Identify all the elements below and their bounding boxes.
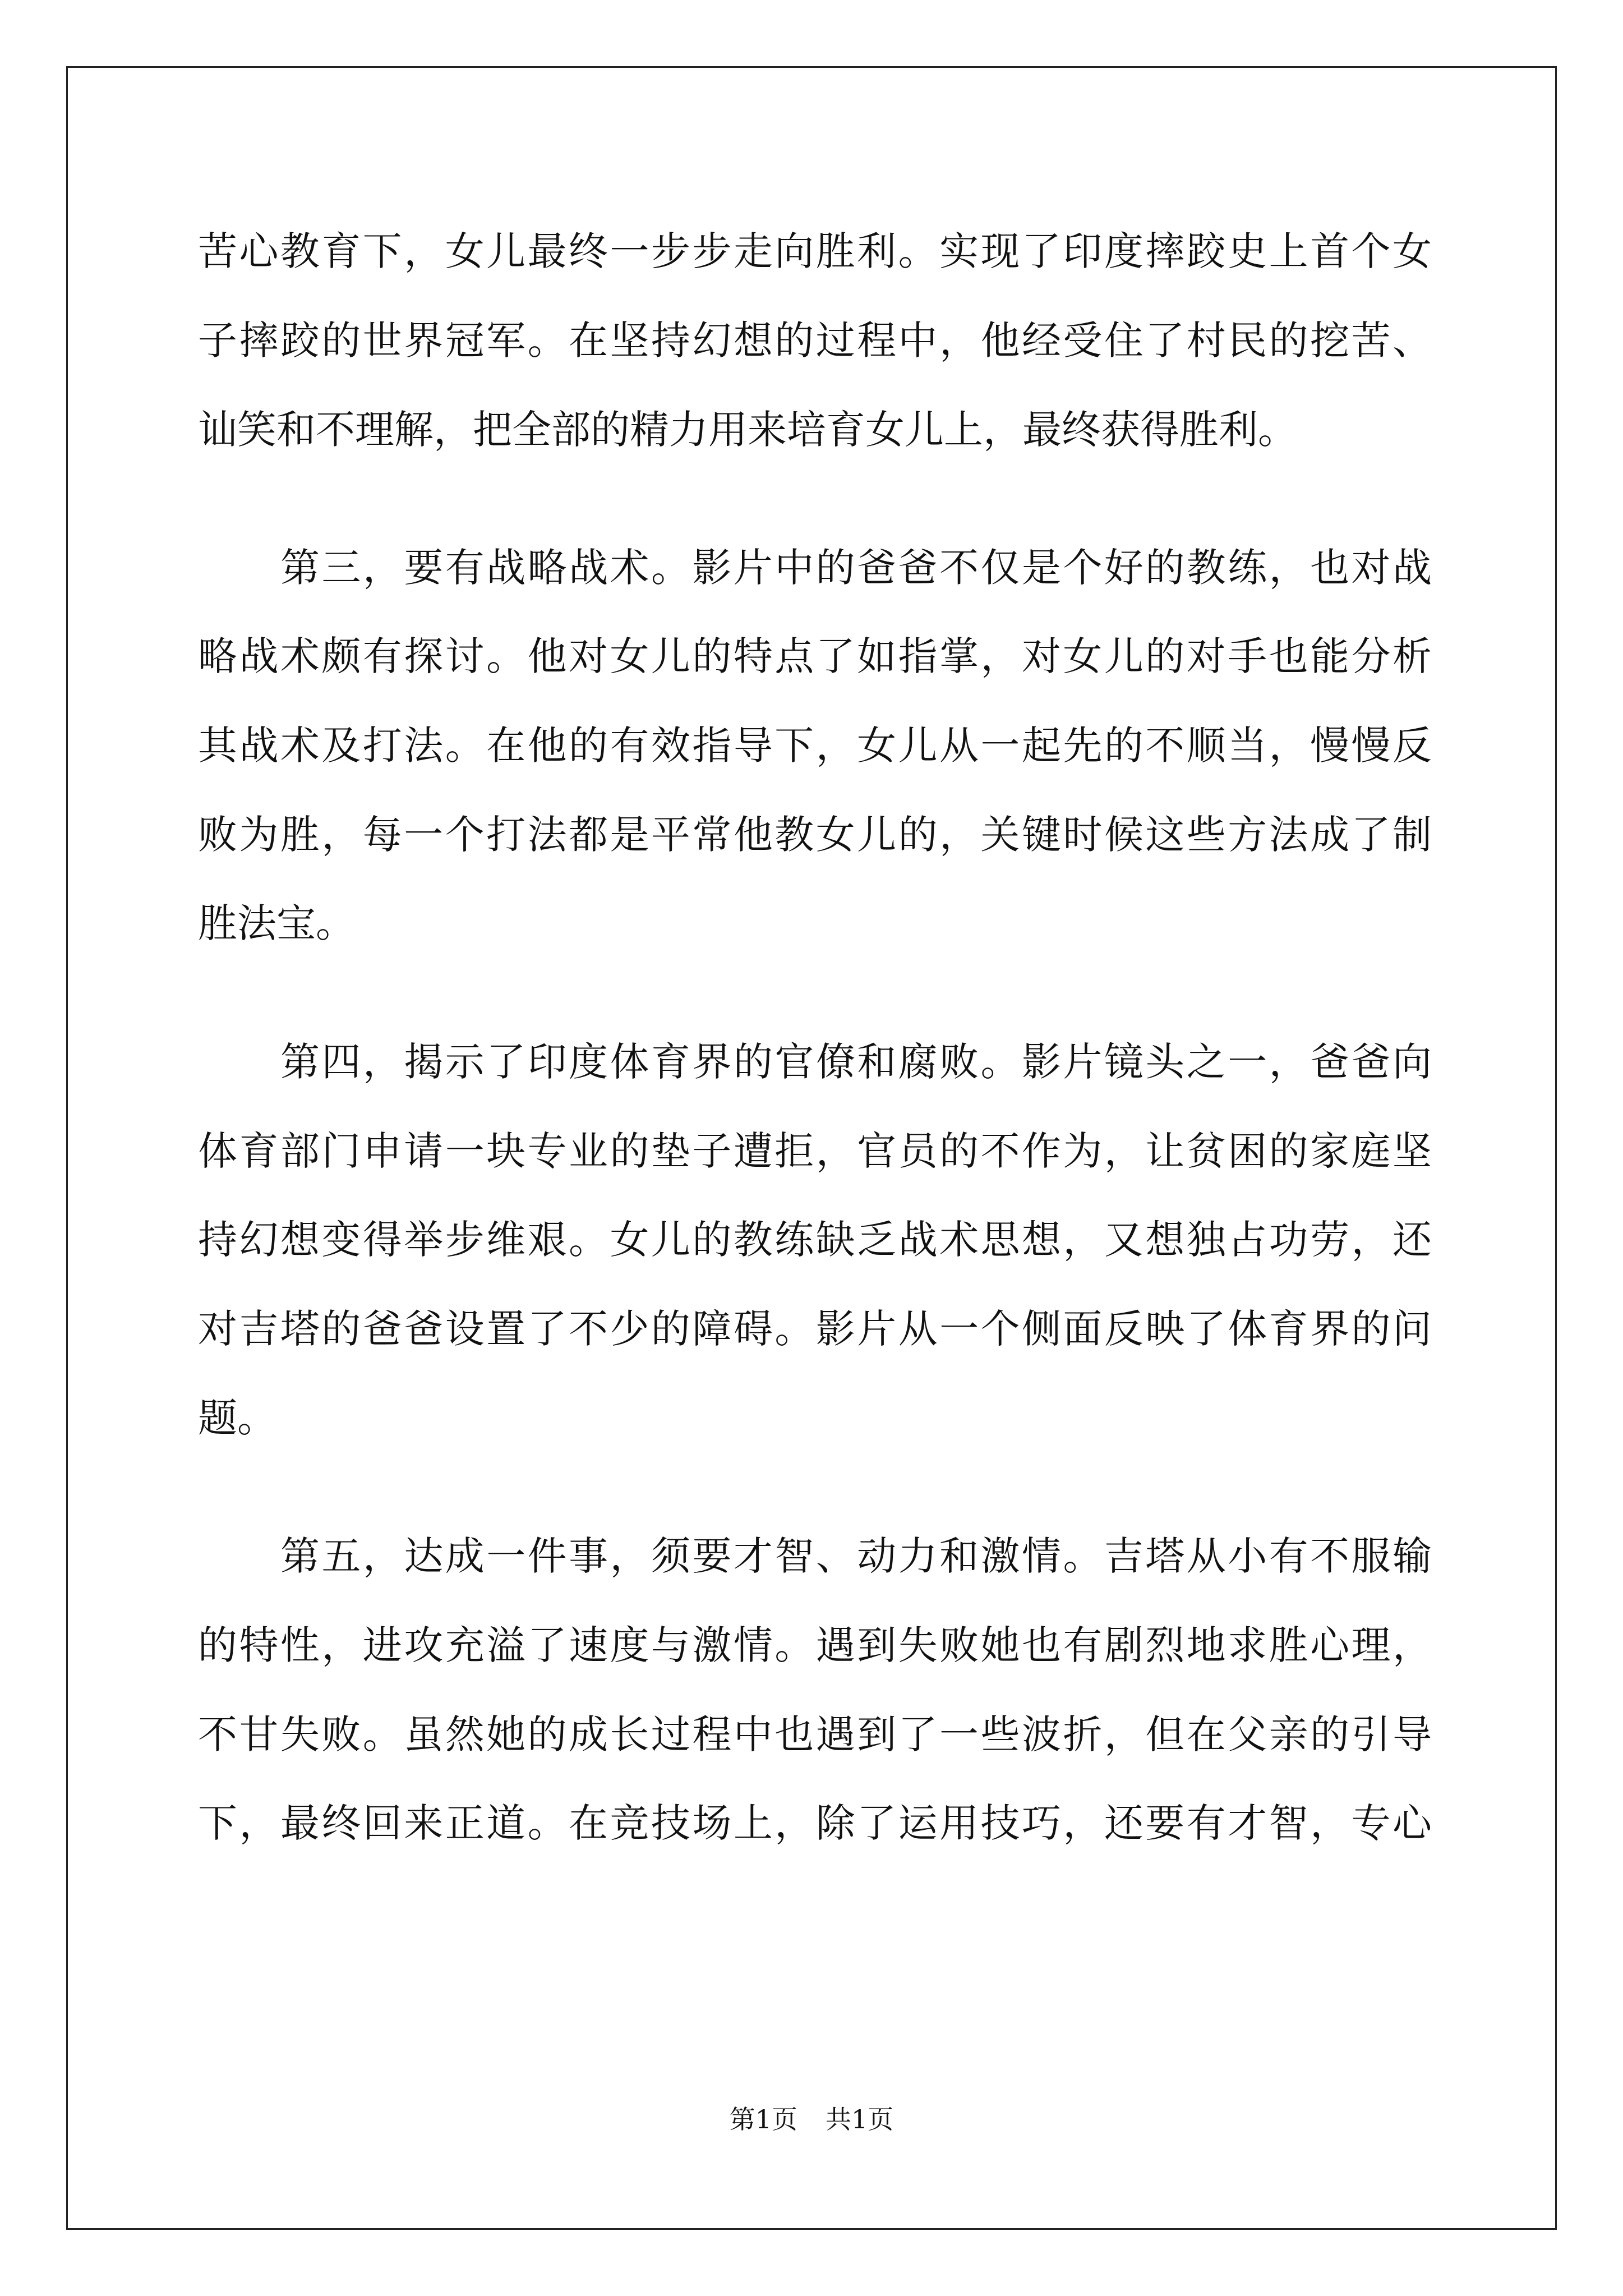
page-number: 第1页 bbox=[729, 2104, 797, 2134]
text-line-11: 持幻想变得举步维艰。女儿的教练缺乏战术思想，又想独占功劳，还 bbox=[198, 1217, 1432, 1263]
text-line-17: 下，最终回来正道。在竞技场上，除了运用技巧，还要有才智，专心 bbox=[198, 1800, 1432, 1846]
text-line-2: 子摔跤的世界冠军。在坚持幻想的过程中，他经受住了村民的挖苦、 bbox=[198, 318, 1432, 364]
paragraph-3-line-1: 第三，要有战略战术。影片中的爸爸不仅是个好的教练，也对战 bbox=[280, 545, 1432, 591]
text-line-3: 讪笑和不理解，把全部的精力用来培育女儿上，最终获得胜利。 bbox=[198, 407, 1297, 453]
text-line-7: 败为胜，每一个打法都是平常他教女儿的，关键时候这些方法成了制 bbox=[198, 812, 1432, 858]
text-line-16: 不甘失败。虽然她的成长过程中也遇到了一些波折，但在父亲的引导 bbox=[198, 1711, 1432, 1757]
paragraph-5-line-1: 第五，达成一件事，须要才智、动力和激情。吉塔从小有不服输 bbox=[280, 1533, 1432, 1579]
text-line-8: 胜法宝。 bbox=[198, 900, 355, 946]
page-count: 共1页 bbox=[826, 2104, 894, 2134]
text-line-6: 其战术及打法。在他的有效指导下，女儿从一起先的不顺当，慢慢反 bbox=[198, 723, 1432, 769]
paragraph-4-line-1: 第四，揭示了印度体育界的官僚和腐败。影片镜头之一，爸爸向 bbox=[280, 1039, 1432, 1085]
text-line-13: 题。 bbox=[198, 1395, 276, 1441]
page-footer bbox=[0, 2099, 1623, 2136]
text-line-1: 苦心教育下，女儿最终一步步走向胜利。实现了印度摔跤史上首个女 bbox=[198, 228, 1432, 274]
text-line-5: 略战术颇有探讨。他对女儿的特点了如指掌，对女儿的对手也能分析 bbox=[198, 633, 1432, 679]
text-line-15: 的特性，进攻充溢了速度与激情。遇到失败她也有剧烈地求胜心理， bbox=[198, 1622, 1432, 1668]
text-line-10: 体育部门申请一块专业的垫子遭拒，官员的不作为，让贫困的家庭坚 bbox=[198, 1128, 1432, 1174]
text-line-12: 对吉塔的爸爸设置了不少的障碍。影片从一个侧面反映了体育界的问 bbox=[198, 1306, 1432, 1352]
